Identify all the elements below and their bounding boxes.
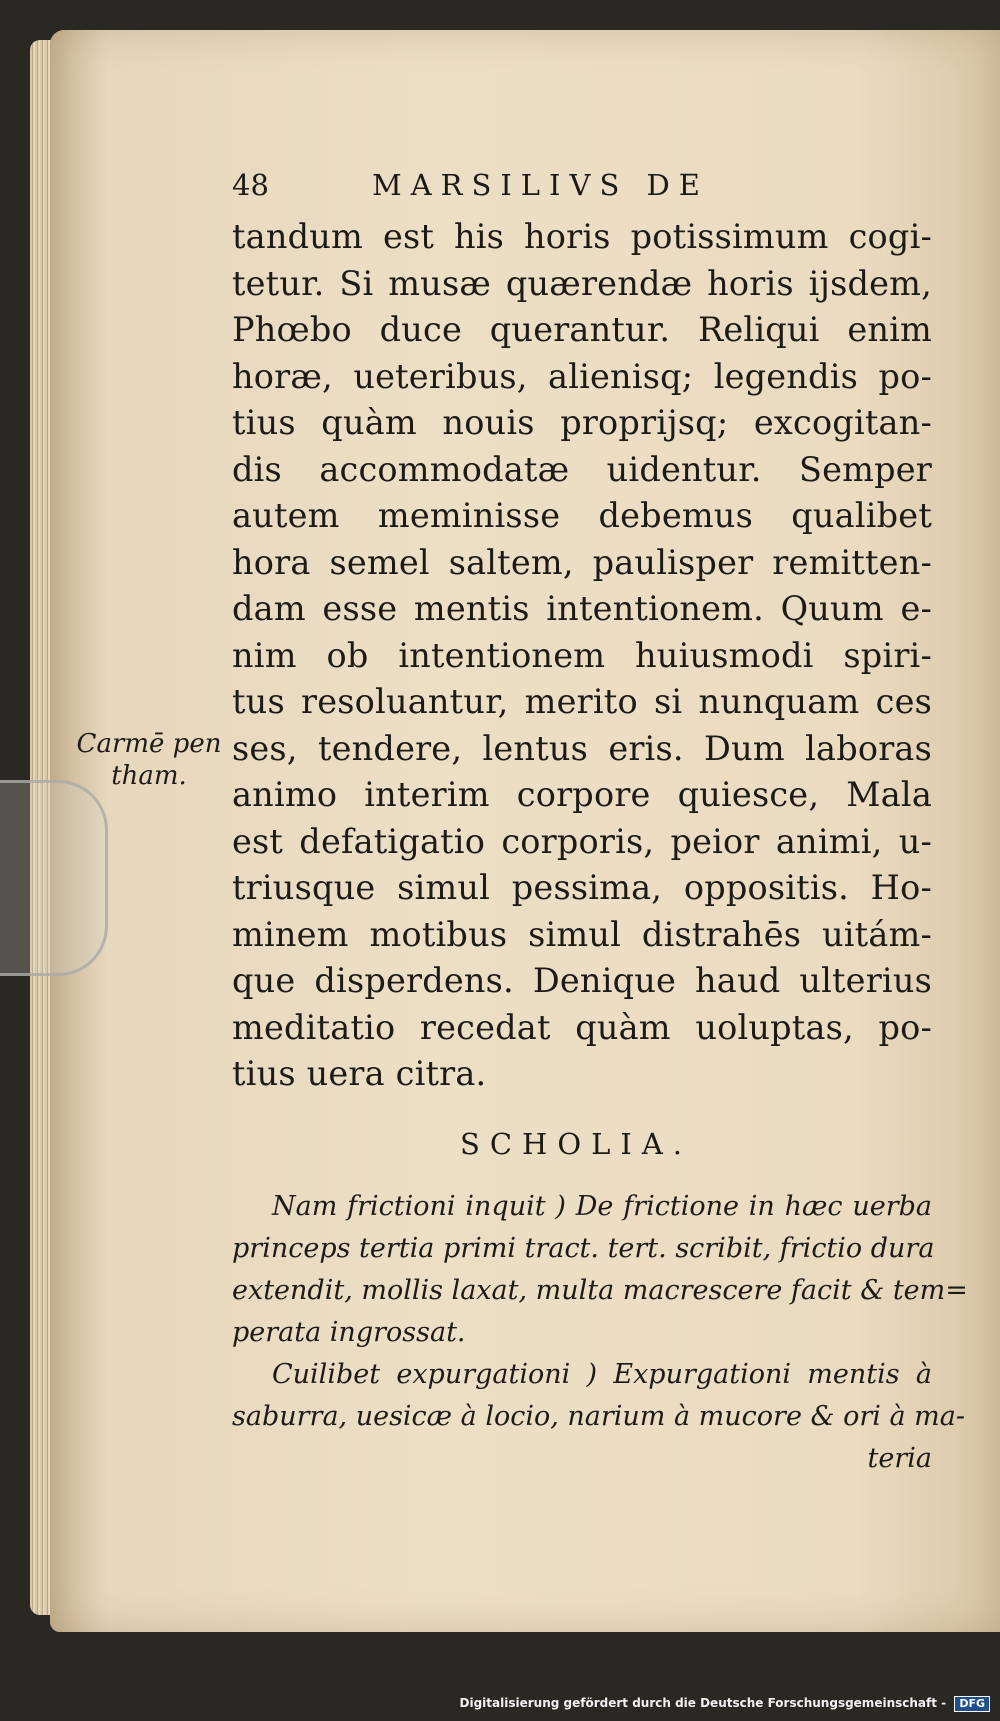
dfg-logo: DFG <box>954 1696 990 1712</box>
running-head-title: MARSILIVS DE <box>372 168 709 202</box>
text-line: tetur. Si musæ quærendæ horis ijsdem, <box>232 263 932 303</box>
running-head <box>232 168 792 213</box>
text-line: dis accommodatæ uidentur. Semper <box>232 449 932 489</box>
text-line: tandum est his horis potissimum cogi- <box>232 217 932 256</box>
text-line: hora semel saltem, paulisper remitten- <box>232 542 932 582</box>
page-clip <box>0 780 108 976</box>
text-line: ses, tendere, lentus eris. Dum laboras <box>232 728 932 768</box>
scholia-block <box>232 1186 968 1480</box>
main-text-block <box>232 214 932 1098</box>
text-line: que disperdens. Denique haud ulterius <box>232 961 932 1000</box>
scholia-line: extendit, mollis laxat, multa macrescere facit & tem= <box>232 1275 968 1306</box>
scholia-line: teria <box>867 1443 932 1474</box>
text-line: horæ, ueteribus, alienisq; legendis po- <box>232 356 932 396</box>
text-line: est defatigatio corporis, peior animi, u- <box>232 821 932 861</box>
text-line: nim ob intentionem huiusmodi spiri- <box>232 635 932 675</box>
page-number: 48 <box>232 168 269 202</box>
text-line: autem meminisse debemus qualibet <box>232 496 932 535</box>
scholia-line: saburra, uesicæ à locio, narium à mucore & ori à ma- <box>232 1401 966 1432</box>
text-line: tius uera citra. <box>232 1054 487 1093</box>
text-line: tus resoluantur, merito si nunquam ces <box>232 682 932 721</box>
margin-note-line: Carmē pen <box>76 729 222 759</box>
text-line: Phœbo duce querantur. Reliqui enim <box>232 310 932 349</box>
scholia-line: princeps tertia primi tract. tert. scribit, frictio dura <box>232 1233 935 1264</box>
text-line: minem motibus simul distrahēs uitám- <box>232 914 932 954</box>
digitization-footer <box>460 1696 990 1714</box>
text-line: animo interim corpore quiesce, Mala <box>232 775 932 814</box>
margin-note <box>74 728 224 792</box>
footer-text: Digitalisierung gefördert durch die Deutsche Forschungsgemeinschaft - <box>459 1696 947 1710</box>
text-line: meditatio recedat quàm uoluptas, po- <box>232 1007 932 1047</box>
scholia-line: Nam frictioni inquit ) De frictione in hæc uerba <box>272 1191 932 1222</box>
margin-note-line: tham. <box>111 761 187 791</box>
text-line: dam esse mentis intentionem. Quum e- <box>232 589 932 628</box>
text-line: tius quàm nouis proprijsq; excogitan- <box>232 403 932 442</box>
text-line: triusque simul pessima, oppositis. Ho- <box>232 868 932 907</box>
scholia-line: perata ingrossat. <box>232 1317 466 1348</box>
scholia-line: Cuilibet expurgationi ) Expurgationi mentis à <box>272 1359 932 1390</box>
scholia-heading: SCHOLIA. <box>460 1127 692 1161</box>
